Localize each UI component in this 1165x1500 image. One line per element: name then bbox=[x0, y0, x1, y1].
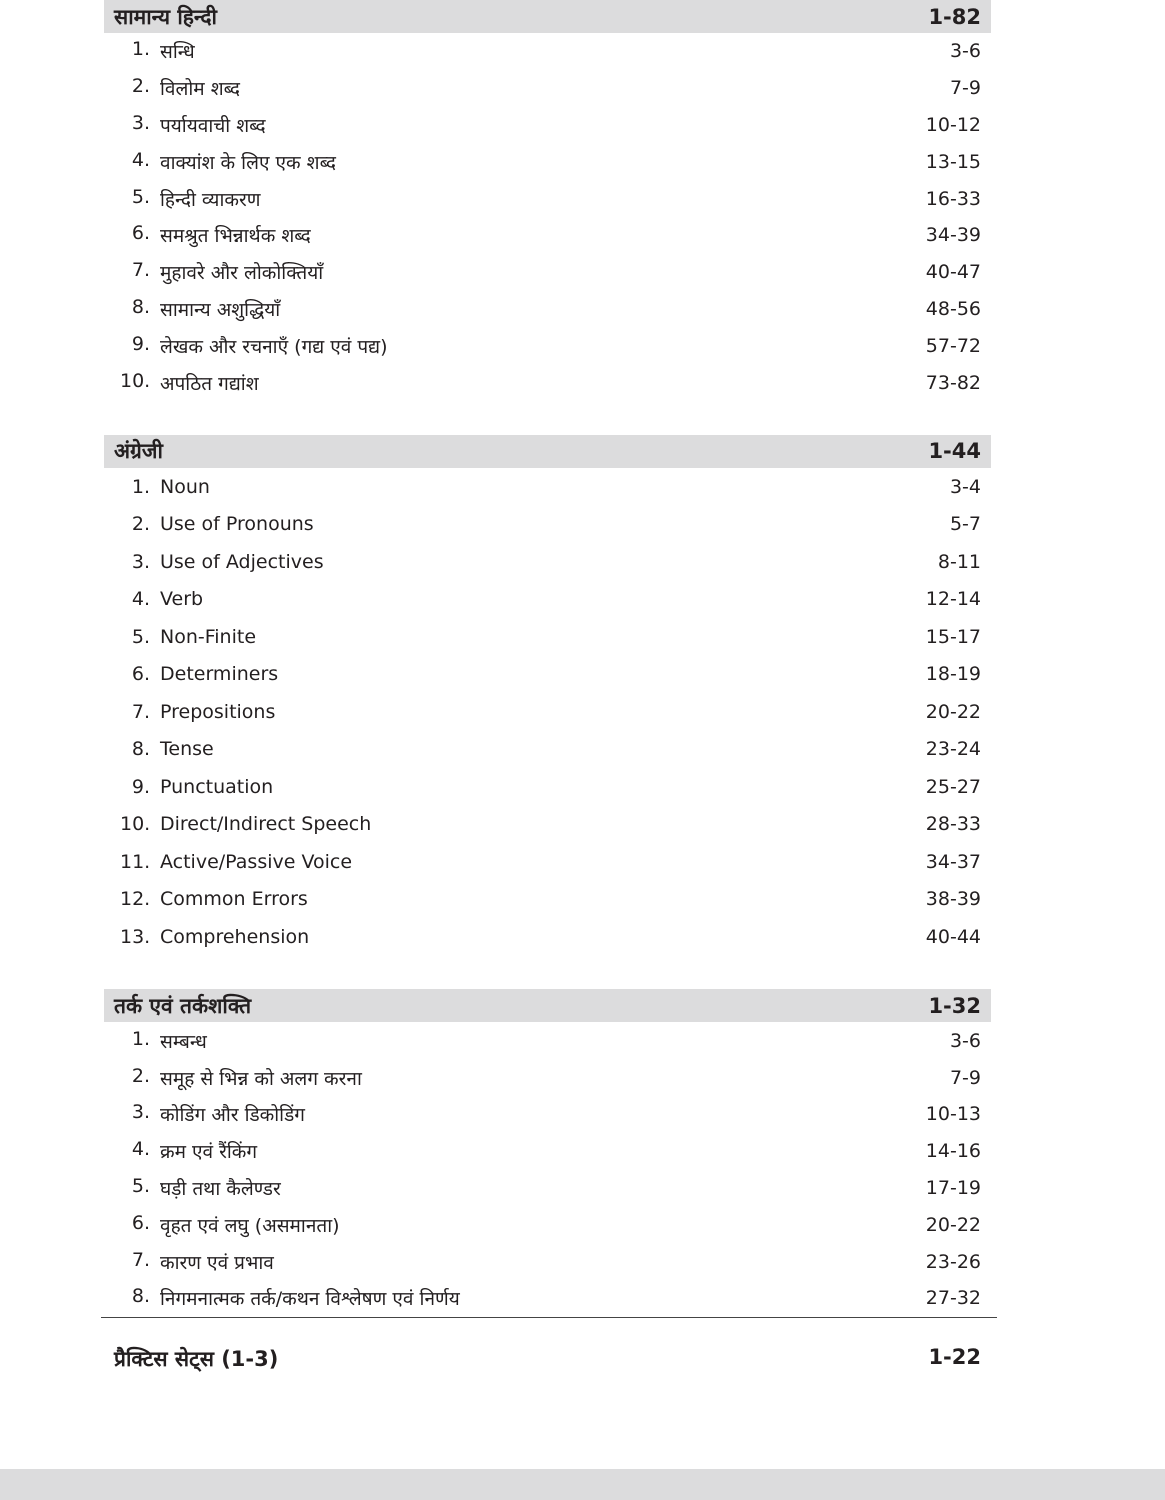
entry-number: 2. bbox=[131, 75, 150, 98]
entry-label bbox=[120, 112, 266, 138]
entry-number: 2. bbox=[131, 513, 150, 536]
practice-sets-pages: 1-22 bbox=[928, 1345, 981, 1369]
entry-number: 11. bbox=[120, 850, 151, 873]
entry-label bbox=[120, 701, 275, 723]
toc-section bbox=[104, 435, 991, 956]
entry-label bbox=[120, 588, 203, 610]
toc-entry bbox=[104, 70, 991, 107]
entry-number: 10. bbox=[120, 813, 151, 836]
entry-number: 3. bbox=[131, 550, 150, 573]
section-header bbox=[104, 0, 991, 33]
toc-entry bbox=[104, 918, 991, 956]
entry-label bbox=[120, 1249, 274, 1275]
entry-title: Direct/Indirect Speech bbox=[160, 813, 372, 836]
toc-entry bbox=[104, 843, 991, 881]
entry-title: निगमनात्मक तर्क/कथन विश्लेषण एवं निर्णय bbox=[160, 1288, 460, 1311]
entry-number: 5. bbox=[131, 625, 150, 648]
entry-label bbox=[120, 813, 371, 835]
entry-pages: 17-19 bbox=[925, 1177, 981, 1200]
toc-section bbox=[104, 0, 991, 401]
entry-label bbox=[120, 75, 240, 101]
entry-label bbox=[120, 1065, 362, 1091]
entry-pages: 8-11 bbox=[937, 550, 981, 573]
toc-entry bbox=[104, 505, 991, 543]
entry-number: 10. bbox=[120, 369, 151, 392]
entry-pages: 48-56 bbox=[925, 297, 981, 320]
entry-title: Verb bbox=[160, 588, 204, 611]
entry-label bbox=[120, 888, 308, 910]
entry-title: Active/Passive Voice bbox=[160, 850, 353, 873]
entry-number: 6. bbox=[131, 1211, 150, 1234]
entry-pages: 15-17 bbox=[925, 625, 981, 648]
entry-pages: 12-14 bbox=[925, 588, 981, 611]
entry-title: Use of Adjectives bbox=[160, 550, 324, 573]
entry-label bbox=[120, 186, 260, 212]
entry-title: कोडिंग और डिकोडिंग bbox=[160, 1104, 305, 1127]
toc-entry bbox=[104, 1170, 991, 1207]
entry-title: क्रम एवं रैंकिंग bbox=[160, 1141, 258, 1164]
entry-pages: 10-13 bbox=[925, 1103, 981, 1126]
entry-title: वाक्यांश के लिए एक शब्द bbox=[160, 151, 337, 174]
toc-entry bbox=[104, 730, 991, 768]
entry-title: Noun bbox=[160, 475, 210, 498]
section-title: सामान्य हिन्दी bbox=[114, 4, 217, 29]
entry-pages: 23-24 bbox=[925, 738, 981, 761]
entry-number: 5. bbox=[131, 1175, 150, 1198]
entry-number: 12. bbox=[120, 888, 151, 911]
section-title: तर्क एवं तर्कशक्ति bbox=[114, 993, 252, 1018]
entry-label bbox=[120, 1212, 340, 1238]
entry-pages: 73-82 bbox=[925, 371, 981, 394]
entry-number: 5. bbox=[131, 185, 150, 208]
entry-pages: 34-39 bbox=[925, 224, 981, 247]
entry-title: सन्धि bbox=[160, 41, 195, 64]
section-pages: 1-32 bbox=[928, 993, 981, 1018]
entry-title: Determiners bbox=[160, 663, 279, 686]
toc-entry bbox=[104, 1096, 991, 1133]
practice-sets-row bbox=[114, 1345, 981, 1373]
entry-label bbox=[120, 776, 273, 798]
entry-pages: 3-6 bbox=[949, 40, 981, 63]
entry-number: 7. bbox=[131, 700, 150, 723]
entry-number: 7. bbox=[131, 259, 150, 282]
entry-pages: 10-12 bbox=[925, 113, 981, 136]
entry-title: अपठित गद्यांश bbox=[160, 372, 259, 395]
entry-label bbox=[120, 738, 214, 760]
entry-number: 1. bbox=[131, 475, 150, 498]
entry-pages: 40-44 bbox=[925, 925, 981, 948]
entry-label bbox=[120, 551, 324, 573]
toc-entry bbox=[104, 1206, 991, 1243]
entry-number: 8. bbox=[131, 738, 150, 761]
entry-pages: 38-39 bbox=[925, 888, 981, 911]
entry-label bbox=[120, 926, 309, 948]
entry-pages: 20-22 bbox=[925, 1213, 981, 1236]
entry-pages: 14-16 bbox=[925, 1140, 981, 1163]
entry-title: Tense bbox=[160, 738, 214, 761]
entry-number: 1. bbox=[131, 38, 150, 61]
entry-number: 1. bbox=[131, 1027, 150, 1050]
entry-title: कारण एवं प्रभाव bbox=[160, 1251, 274, 1274]
entry-label bbox=[120, 222, 311, 248]
entry-number: 9. bbox=[131, 775, 150, 798]
entry-label bbox=[120, 1101, 305, 1127]
entry-pages: 23-26 bbox=[925, 1250, 981, 1273]
entry-label bbox=[120, 513, 314, 535]
entry-title: विलोम शब्द bbox=[160, 78, 241, 101]
entry-pages: 5-7 bbox=[949, 513, 981, 536]
entry-title: Common Errors bbox=[160, 888, 308, 911]
entry-pages: 57-72 bbox=[925, 334, 981, 357]
entry-pages: 18-19 bbox=[925, 663, 981, 686]
entry-number: 8. bbox=[131, 295, 150, 318]
entry-label bbox=[120, 333, 388, 359]
entry-pages: 3-6 bbox=[949, 1029, 981, 1052]
toc-entry bbox=[104, 1059, 991, 1096]
footer-band bbox=[0, 1469, 1165, 1500]
entry-label bbox=[120, 1138, 257, 1164]
toc-entry bbox=[104, 1280, 991, 1317]
entry-number: 8. bbox=[131, 1285, 150, 1308]
toc-entry bbox=[104, 107, 991, 144]
entry-label bbox=[120, 626, 256, 648]
entry-label bbox=[120, 259, 323, 285]
toc-entry bbox=[104, 291, 991, 328]
toc-entry bbox=[104, 1133, 991, 1170]
toc-entry bbox=[104, 33, 991, 70]
entry-number: 4. bbox=[131, 588, 150, 611]
entry-number: 6. bbox=[131, 222, 150, 245]
section-gap bbox=[104, 955, 991, 989]
toc-entry bbox=[104, 580, 991, 618]
entry-label bbox=[120, 38, 195, 64]
entry-label bbox=[120, 1285, 460, 1311]
entry-title: घड़ी तथा कैलेण्डर bbox=[160, 1178, 281, 1201]
entry-pages: 16-33 bbox=[925, 187, 981, 210]
toc-entry bbox=[104, 805, 991, 843]
toc-entry bbox=[104, 327, 991, 364]
entry-title: मुहावरे और लोकोक्तियाँ bbox=[160, 262, 324, 285]
entry-pages: 28-33 bbox=[925, 813, 981, 836]
toc-entry bbox=[104, 180, 991, 217]
entry-label bbox=[120, 851, 352, 873]
toc-entry bbox=[104, 217, 991, 254]
toc-entry bbox=[104, 768, 991, 806]
entry-title: वृहत एवं लघु (असमानता) bbox=[160, 1214, 340, 1237]
entry-title: पर्यायवाची शब्द bbox=[160, 114, 266, 137]
toc-entry bbox=[104, 1243, 991, 1280]
entry-label bbox=[120, 476, 210, 498]
entry-number: 13. bbox=[120, 925, 151, 948]
entry-label bbox=[120, 296, 280, 322]
entry-number: 4. bbox=[131, 148, 150, 171]
entry-label bbox=[120, 370, 259, 396]
entry-title: Use of Pronouns bbox=[160, 513, 314, 536]
toc-entry bbox=[104, 364, 991, 401]
entry-title: सम्बन्ध bbox=[160, 1030, 207, 1053]
entry-label bbox=[120, 149, 336, 175]
toc-entry bbox=[104, 880, 991, 918]
entry-label bbox=[120, 1175, 281, 1201]
entry-title: Comprehension bbox=[160, 925, 310, 948]
toc-entry bbox=[104, 1022, 991, 1059]
entry-title: सामान्य अशुद्धियाँ bbox=[160, 298, 281, 321]
toc-entry bbox=[104, 468, 991, 506]
entry-pages: 13-15 bbox=[925, 150, 981, 173]
entry-number: 3. bbox=[131, 111, 150, 134]
section-header bbox=[104, 989, 991, 1022]
toc-entry bbox=[104, 618, 991, 656]
entry-number: 3. bbox=[131, 1101, 150, 1124]
entry-pages: 40-47 bbox=[925, 261, 981, 284]
section-pages: 1-82 bbox=[928, 4, 981, 29]
table-of-contents bbox=[104, 0, 991, 1317]
entry-number: 9. bbox=[131, 332, 150, 355]
toc-entry bbox=[104, 254, 991, 291]
entry-number: 7. bbox=[131, 1248, 150, 1271]
section-title: अंग्रेजी bbox=[114, 439, 163, 464]
entry-pages: 20-22 bbox=[925, 700, 981, 723]
section-pages: 1-44 bbox=[928, 439, 981, 464]
entry-pages: 34-37 bbox=[925, 850, 981, 873]
entry-pages: 7-9 bbox=[949, 1066, 981, 1089]
practice-sets-title: प्रैक्टिस सेट्स (1-3) bbox=[114, 1347, 279, 1371]
entry-title: हिन्दी व्याकरण bbox=[160, 188, 261, 211]
divider-line bbox=[101, 1317, 997, 1318]
entry-pages: 27-32 bbox=[925, 1287, 981, 1310]
entry-pages: 25-27 bbox=[925, 775, 981, 798]
entry-title: समश्रुत भिन्नार्थक शब्द bbox=[160, 225, 311, 248]
entry-number: 2. bbox=[131, 1064, 150, 1087]
entry-title: लेखक और रचनाएँ (गद्य एवं पद्य) bbox=[160, 335, 388, 358]
entry-title: Punctuation bbox=[160, 775, 274, 798]
entry-title: समूह से भिन्न को अलग करना bbox=[160, 1067, 362, 1090]
entry-label bbox=[120, 1028, 207, 1054]
toc-entry bbox=[104, 143, 991, 180]
entry-number: 4. bbox=[131, 1138, 150, 1161]
entry-title: Non-Finite bbox=[160, 625, 257, 648]
section-header bbox=[104, 435, 991, 468]
toc-section bbox=[104, 989, 991, 1316]
entry-pages: 3-4 bbox=[949, 475, 981, 498]
section-gap bbox=[104, 401, 991, 435]
toc-entry bbox=[104, 655, 991, 693]
entry-label bbox=[120, 663, 278, 685]
entry-pages: 7-9 bbox=[949, 77, 981, 100]
toc-entry bbox=[104, 543, 991, 581]
toc-entry bbox=[104, 693, 991, 731]
entry-title: Prepositions bbox=[160, 700, 276, 723]
entry-number: 6. bbox=[131, 663, 150, 686]
